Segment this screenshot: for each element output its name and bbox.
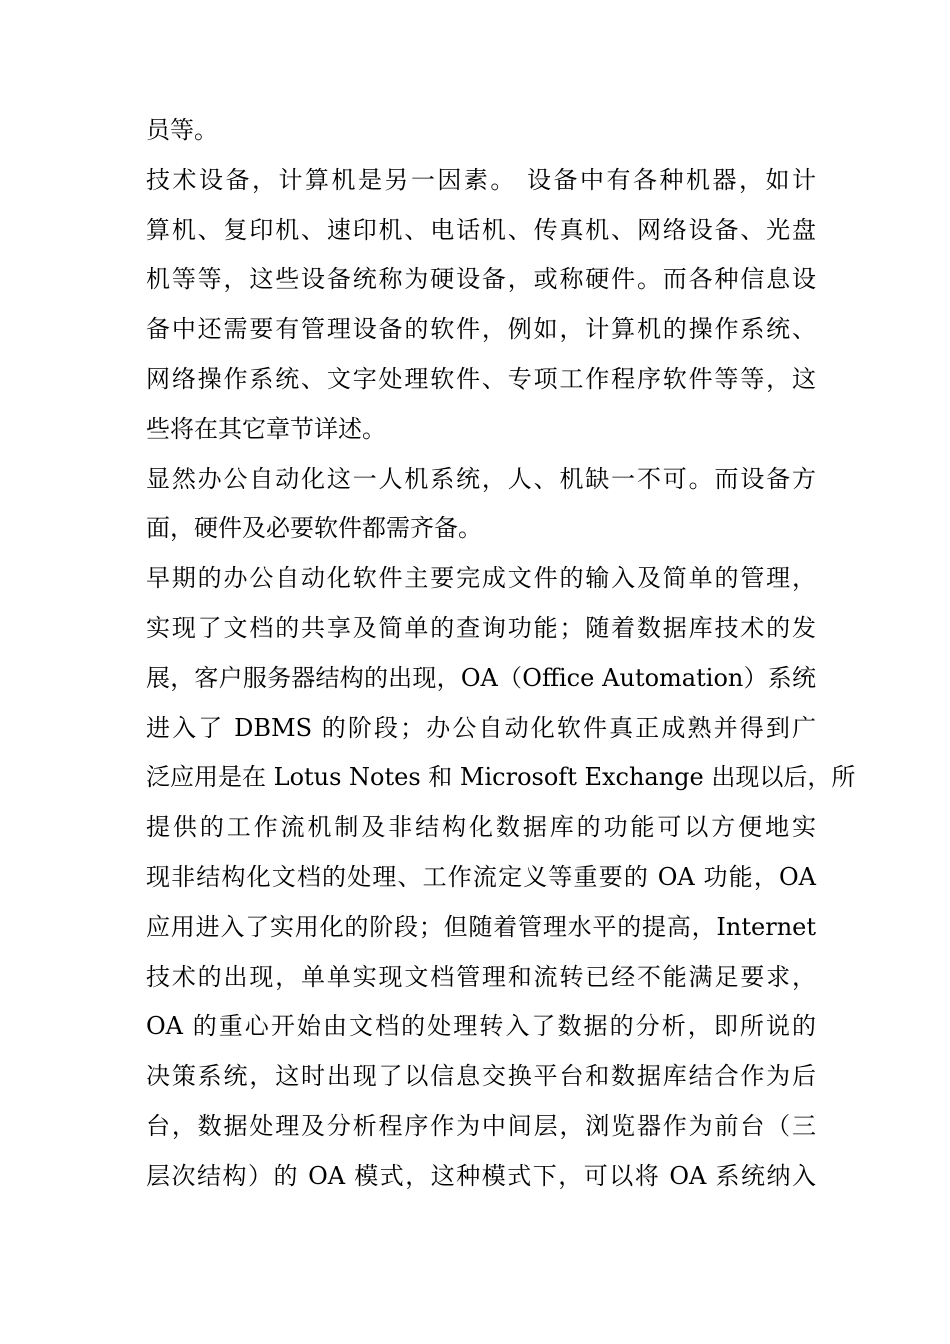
text-line: 员等。 xyxy=(146,116,218,144)
text-line: 现非结构化文档的处理、工作流定义等重要的 OA 功能，OA xyxy=(146,863,816,891)
text-line: 决策系统，这时出现了以信息交换平台和数据库结合作为后 xyxy=(146,1062,816,1090)
text-line: 进入了 DBMS 的阶段；办公自动化软件真正成熟并得到广 xyxy=(146,714,816,742)
text-line: 早期的办公自动化软件主要完成文件的输入及简单的管理， xyxy=(146,564,816,592)
text-line: 些将在其它章节详述。 xyxy=(146,415,386,443)
text-line: 层次结构）的 OA 模式，这种模式下，可以将 OA 系统纳入 xyxy=(146,1162,816,1190)
text-line: 网络操作系统、文字处理软件、专项工作程序软件等等，这 xyxy=(146,365,816,393)
text-line: 台，数据处理及分析程序作为中间层，浏览器作为前台（三 xyxy=(146,1112,816,1140)
text-line: 机等等，这些设备统称为硬设备，或称硬件。而各种信息设 xyxy=(146,265,816,293)
text-line: 算机、复印机、速印机、电话机、传真机、网络设备、光盘 xyxy=(146,216,816,244)
text-line: 展，客户服务器结构的出现，OA（Office Automation）系统 xyxy=(146,664,816,692)
text-line: 备中还需要有管理设备的软件，例如，计算机的操作系统、 xyxy=(146,315,816,343)
text-line: 技术的出现，单单实现文档管理和流转已经不能满足要求， xyxy=(146,963,816,991)
text-line: 实现了文档的共享及简单的查询功能；随着数据库技术的发 xyxy=(146,614,816,642)
text-line: 应用进入了实用化的阶段；但随着管理水平的提高，Internet xyxy=(146,913,816,941)
text-line: 面，硬件及必要软件都需齐备。 xyxy=(146,514,482,542)
text-line: 技术设备，计算机是另一因素。 设备中有各种机器，如计 xyxy=(146,166,816,194)
text-line: 显然办公自动化这一人机系统，人、机缺一不可。而设备方 xyxy=(146,465,816,493)
text-line: OA 的重心开始由文档的处理转入了数据的分析，即所说的 xyxy=(146,1012,816,1040)
text-line: 泛应用是在 Lotus Notes 和 Microsoft Exchange 出现以后，所 xyxy=(146,763,856,791)
text-line: 提供的工作流机制及非结构化数据库的功能可以方便地实 xyxy=(146,813,816,841)
